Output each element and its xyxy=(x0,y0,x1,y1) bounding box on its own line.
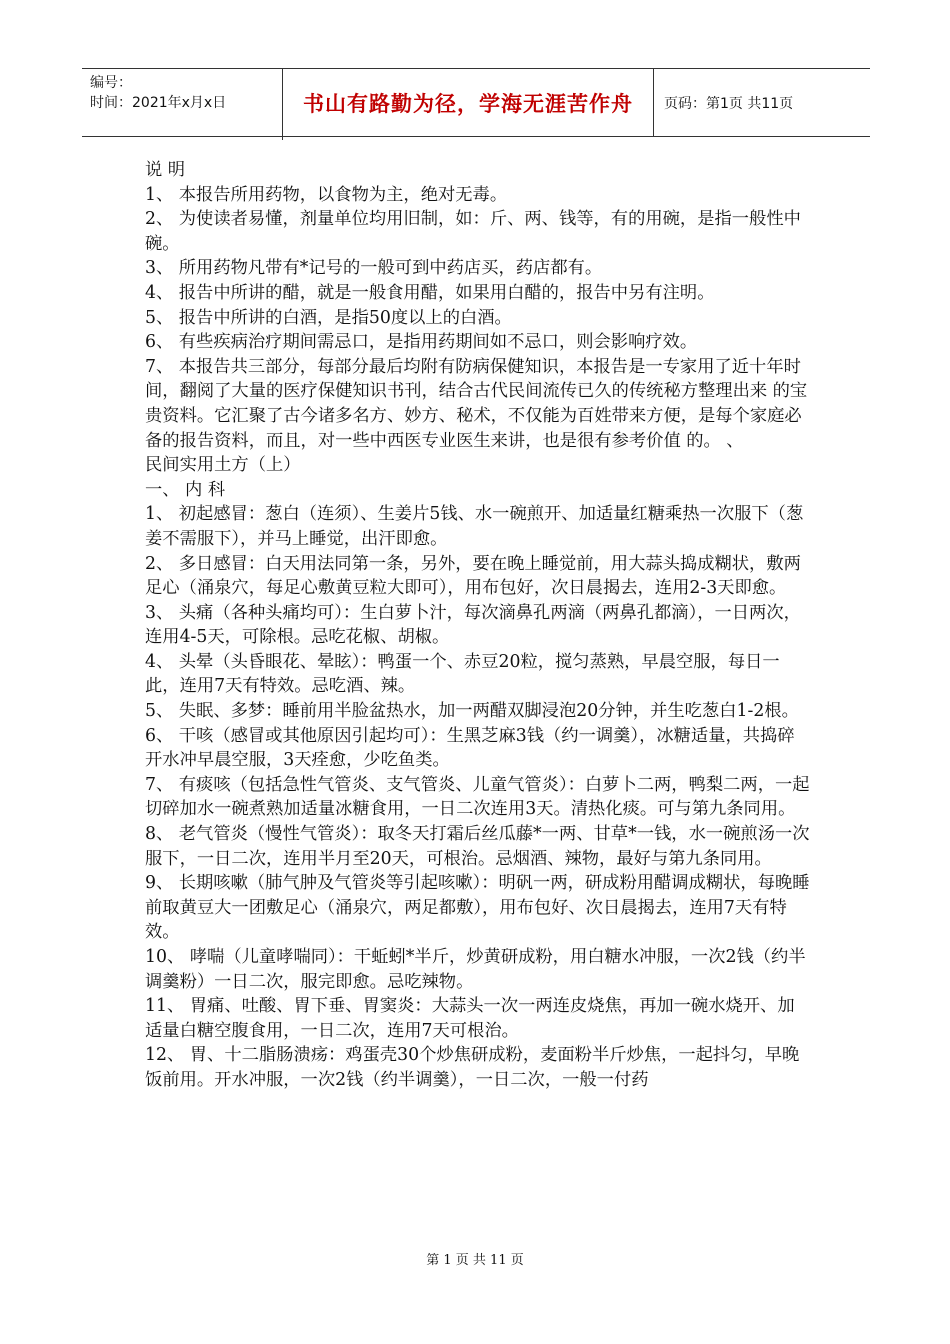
document-time-label: 时间：2021年x月x日 xyxy=(90,95,227,111)
paragraph: 5、 报告中所讲的白酒，是指50度以上的白酒。 xyxy=(145,307,512,328)
paragraph: 1、 本报告所用药物，以食物为主，绝对无毒。 xyxy=(145,184,508,205)
paragraph: 2、 多日感冒：白天用法同第一条，另外，要在晚上睡觉前，用大蒜头捣成糊状，敷两足心（涌泉穴，每足心敷黄豆粒大即可），用布包好，次日晨揭去，连用2-3天即愈。 xyxy=(145,553,801,599)
paragraph: 11、 胃痛、吐酸、胃下垂、胃窦炎：大蒜头一次一两连皮烧焦，再加一碗水烧开、加适量白糖空腹食用，一日二次，连用7天可根治。 xyxy=(145,996,795,1041)
paragraph: 1、 初起感冒：葱白（连须）、生姜片5钱、水一碗煎开、加适量红糖乘热一次服下（葱姜不需服下），并马上睡觉，出汗即愈。 xyxy=(145,504,804,549)
paragraph: 7、 有痰咳（包括急性气管炎、支气管炎、儿童气管炎）：白萝卜二两，鸭梨二两，一起切碎加水一碗煮熟加适量冰糖食用，一日二次连用3天。清热化痰。可与第九条同用。 xyxy=(145,774,810,820)
header-info-cell xyxy=(82,69,283,140)
paragraph: 8、 老气管炎（慢性气管炎）：取冬天打霜后丝瓜藤*一两、甘草*一钱，水一碗煎汤一次服下，一日二次，连用半月至20天，可根治。忌烟酒、辣物，最好与第九条同用。 xyxy=(145,824,810,869)
paragraph: 4、 报告中所讲的醋，就是一般食用醋，如果用白醋的，报告中另有注明。 xyxy=(145,282,715,303)
paragraph: 一、 内 科 xyxy=(145,479,226,500)
paragraph: 10、 哮喘（儿童哮喘同）：干蚯蚓*半斤，炒黄研成粉，用白糖水冲服，一次2钱（约半调羹粉）一日二次，服完即愈。忌吃辣物。 xyxy=(145,947,806,992)
paragraph: 6、 干咳（感冒或其他原因引起均可）：生黑芝麻3钱（约一调羹），冰糖适量，共捣碎开水冲早晨空服，3天痊愈，少吃鱼类。 xyxy=(145,725,795,771)
document-body xyxy=(145,158,810,1093)
paragraph: 7、 本报告共三部分，每部分最后均附有防病保健知识，本报告是一专家用了近十年时间，翻阅了大量的医疗保健知识书刊，结合古代民间流传已久的传统秘方整理出来 的宝贵资料。它汇聚了古今诸多名方、妙方、秘术，不仅能为百姓带来方便，是每个家庭必备的报告资料，而且，对一些中西医专业医生来讲，也是很有参考价值 的。 、 xyxy=(145,356,808,451)
paragraph: 2、 为使读者易懂，剂量单位均用旧制，如：斤、两、钱等，有的用碗，是指一般性中碗。 xyxy=(145,209,801,254)
paragraph: 民间实用土方（上） xyxy=(145,455,301,476)
header-motto: 书山有路勤为径，学海无涯苦作舟 xyxy=(283,69,654,136)
paragraph: 9、 长期咳嗽（肺气肿及气管炎等引起咳嗽）：明矾一两，研成粉用醋调成糊状，每晚睡前取黄豆大一团敷足心（涌泉穴，两足都敷），用布包好、次日晨揭去，连用7天有特效。 xyxy=(145,873,810,943)
paragraph: 5、 失眠、多梦：睡前用半脸盆热水，加一两醋双脚浸泡20分钟，并生吃葱白1-2根。 xyxy=(145,701,799,722)
page-header xyxy=(82,68,870,137)
paragraph: 6、 有些疾病治疗期间需忌口，是指用药期间如不忌口，则会影响疗效。 xyxy=(145,332,698,353)
paragraph: 说 明 xyxy=(145,160,186,180)
paragraph: 3、 头痛（各种头痛均可）：生白萝卜汁，每次滴鼻孔两滴（两鼻孔都滴），一日两次，连用4-5天，可除根。忌吃花椒、胡椒。 xyxy=(145,602,801,648)
paragraph: 4、 头晕（头昏眼花、晕眩）：鸭蛋一个、赤豆20粒，搅匀蒸熟，早晨空服，每日一此，连用7天有特效。忌吃酒、辣。 xyxy=(145,651,780,697)
header-page-number: 页码：第1页 共11页 xyxy=(664,95,794,112)
document-number-label: 编号： xyxy=(90,75,132,91)
paragraph: 3、 所用药物凡带有*记号的一般可到中药店买，药店都有。 xyxy=(145,258,603,279)
page-footer: 第 1 页 共 11 页 xyxy=(426,1253,524,1268)
paragraph: 12、 胃、十二脂肠溃疡：鸡蛋壳30个炒焦研成粉，麦面粉半斤炒焦，一起抖匀，早晚饭前用。开水冲服，一次2钱（约半调羹），一日二次，一般一付药 xyxy=(145,1045,800,1090)
